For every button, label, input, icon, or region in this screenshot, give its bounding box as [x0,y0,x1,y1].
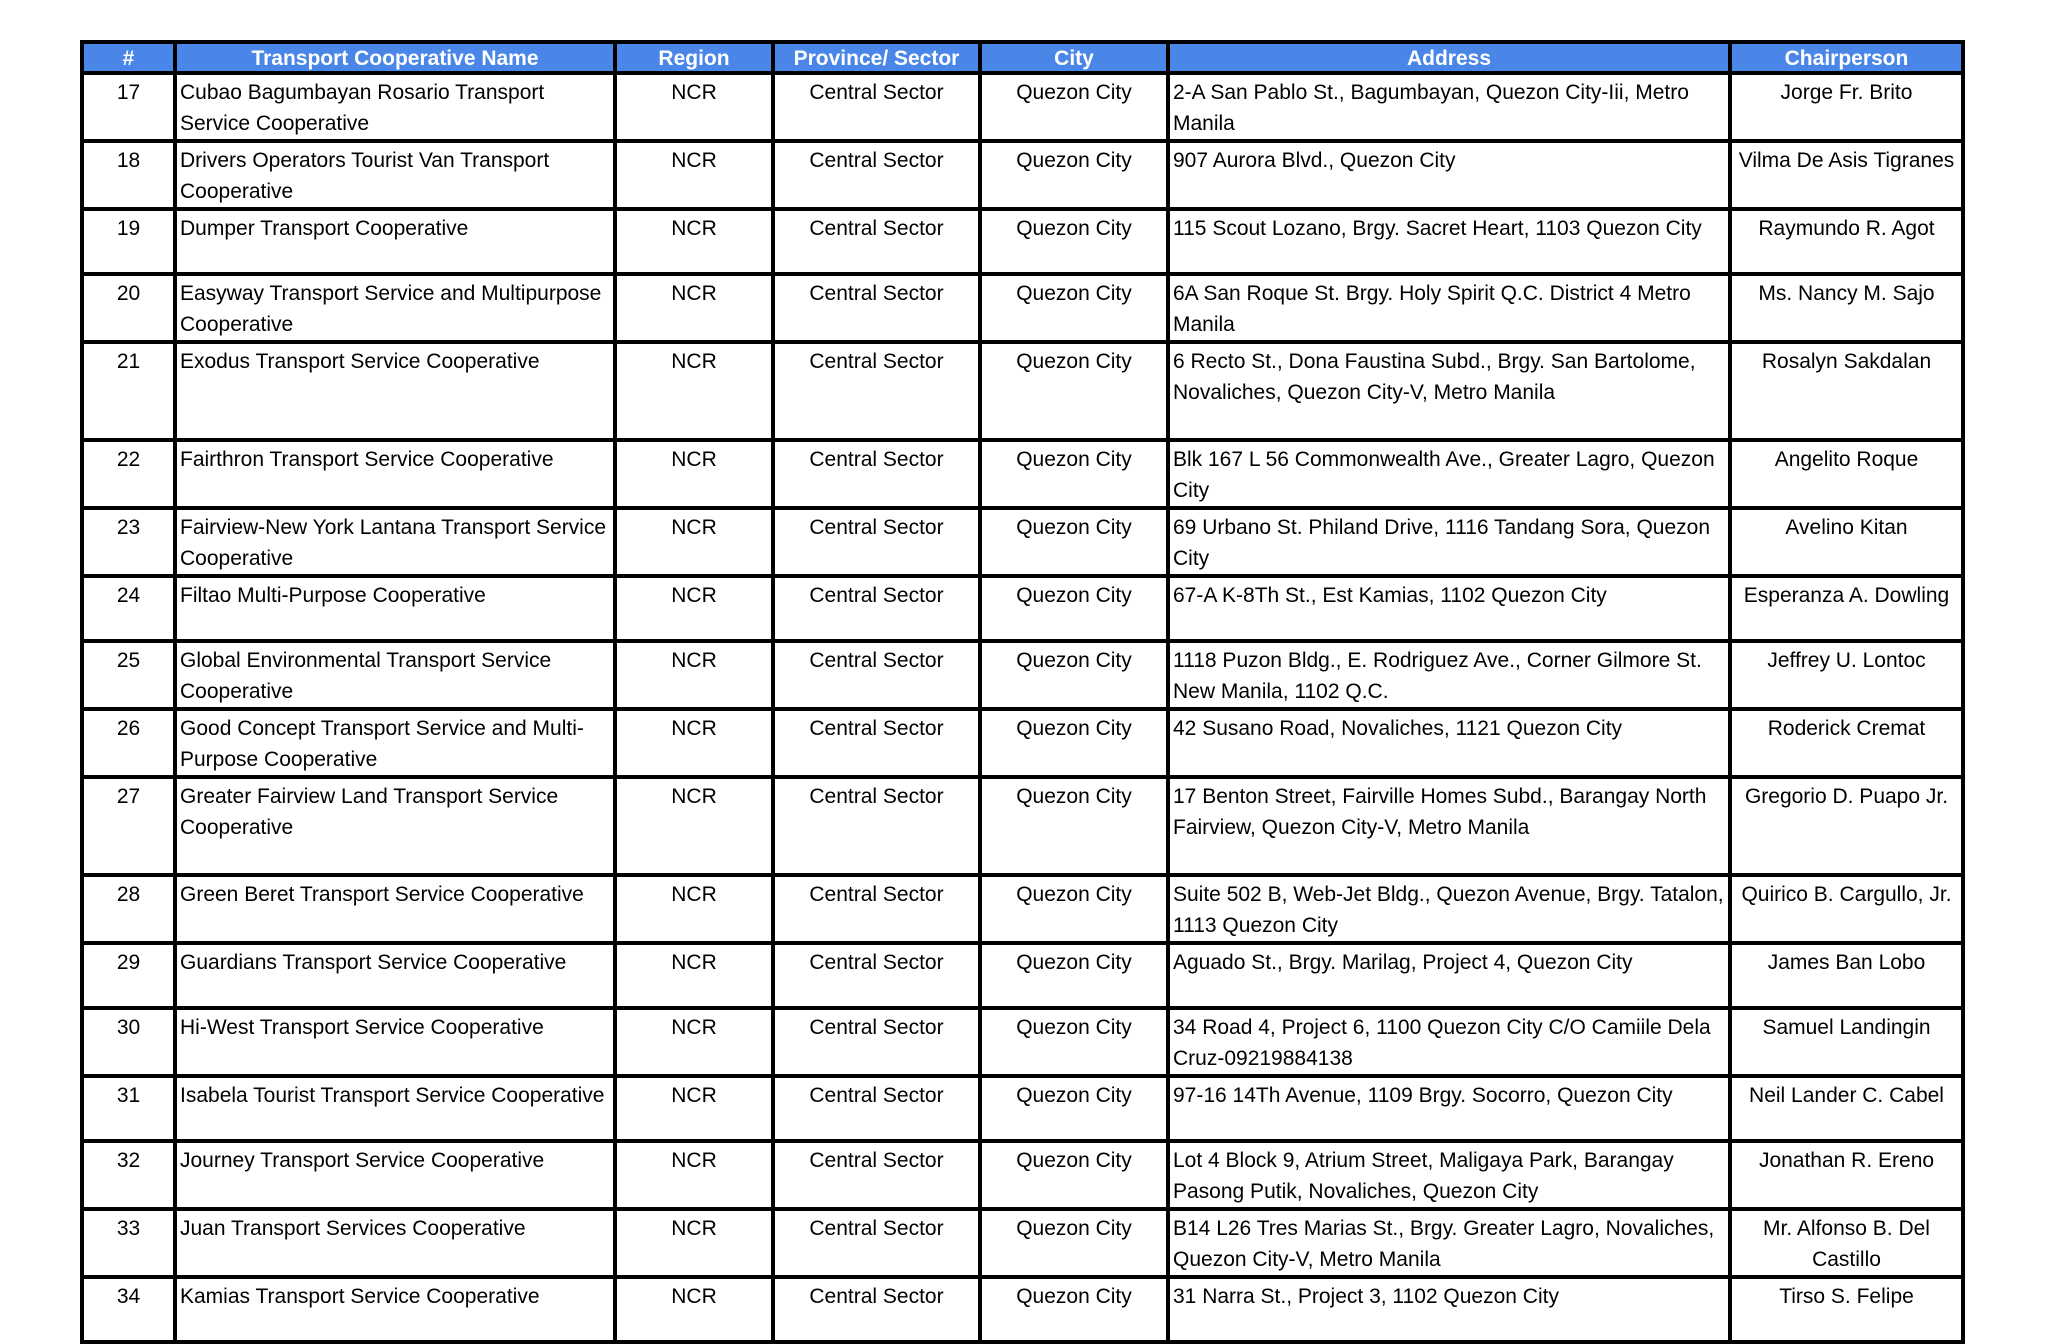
cell-province: Central Sector [773,440,980,508]
cell-name: Easyway Transport Service and Multipurpose Cooperative [175,274,615,342]
cell-chairperson: Gregorio D. Puapo Jr. [1730,777,1963,875]
table-row [82,73,1963,141]
cell-region: NCR [615,875,773,943]
cell-city: Quezon City [980,440,1168,508]
cell-region: NCR [615,73,773,141]
table-row [82,141,1963,209]
cell-city: Quezon City [980,1277,1168,1342]
cell-name: Isabela Tourist Transport Service Cooperative [175,1076,615,1141]
table-row [82,274,1963,342]
cell-address: Suite 502 B, Web-Jet Bldg., Quezon Avenue, Brgy. Tatalon, 1113 Quezon City [1168,875,1730,943]
cell-region: NCR [615,141,773,209]
table-row [82,440,1963,508]
cell-address: B14 L26 Tres Marias St., Brgy. Greater Lagro, Novaliches, Quezon City-V, Metro Manila [1168,1209,1730,1277]
cell-chairperson: Rosalyn Sakdalan [1730,342,1963,440]
cell-province: Central Sector [773,576,980,641]
header-chairperson: Chairperson [1730,42,1963,73]
cell-city: Quezon City [980,274,1168,342]
cell-name: Good Concept Transport Service and Multi-Purpose Cooperative [175,709,615,777]
cell-city: Quezon City [980,508,1168,576]
cell-num: 21 [82,342,175,440]
cell-address: 6A San Roque St. Brgy. Holy Spirit Q.C. District 4 Metro Manila [1168,274,1730,342]
cell-province: Central Sector [773,641,980,709]
cell-chairperson: Neil Lander C. Cabel [1730,1076,1963,1141]
cell-address: 42 Susano Road, Novaliches, 1121 Quezon City [1168,709,1730,777]
cell-name: Fairview-New York Lantana Transport Service Cooperative [175,508,615,576]
header-city: City [980,42,1168,73]
table-row [82,576,1963,641]
cell-city: Quezon City [980,709,1168,777]
cell-name: Drivers Operators Tourist Van Transport Cooperative [175,141,615,209]
header-region: Region [615,42,773,73]
table-row [82,508,1963,576]
header-address: Address [1168,42,1730,73]
cell-region: NCR [615,1008,773,1076]
cell-name: Guardians Transport Service Cooperative [175,943,615,1008]
table-row [82,641,1963,709]
cell-name: Exodus Transport Service Cooperative [175,342,615,440]
cell-name: Fairthron Transport Service Cooperative [175,440,615,508]
cell-address: 97-16 14Th Avenue, 1109 Brgy. Socorro, Quezon City [1168,1076,1730,1141]
cell-address: 69 Urbano St. Philand Drive, 1116 Tandang Sora, Quezon City [1168,508,1730,576]
cell-num: 22 [82,440,175,508]
cell-address: 1118 Puzon Bldg., E. Rodriguez Ave., Corner Gilmore St. New Manila, 1102 Q.C. [1168,641,1730,709]
cell-chairperson: Raymundo R. Agot [1730,209,1963,274]
cell-chairperson: Jonathan R. Ereno [1730,1141,1963,1209]
header-province: Province/ Sector [773,42,980,73]
cell-num: 23 [82,508,175,576]
cell-num: 32 [82,1141,175,1209]
table-row [82,1008,1963,1076]
cell-province: Central Sector [773,141,980,209]
cell-chairperson: Jeffrey U. Lontoc [1730,641,1963,709]
cell-region: NCR [615,943,773,1008]
cell-province: Central Sector [773,508,980,576]
cell-city: Quezon City [980,141,1168,209]
cell-city: Quezon City [980,209,1168,274]
cell-province: Central Sector [773,1076,980,1141]
cell-province: Central Sector [773,1141,980,1209]
cell-province: Central Sector [773,1008,980,1076]
cell-province: Central Sector [773,1209,980,1277]
cell-chairperson: Ms. Nancy M. Sajo [1730,274,1963,342]
cell-city: Quezon City [980,1076,1168,1141]
cell-chairperson: Roderick Cremat [1730,709,1963,777]
cell-city: Quezon City [980,1141,1168,1209]
cell-name: Cubao Bagumbayan Rosario Transport Service Cooperative [175,73,615,141]
cell-region: NCR [615,709,773,777]
cell-address: 907 Aurora Blvd., Quezon City [1168,141,1730,209]
cell-num: 25 [82,641,175,709]
header-row [82,42,1963,73]
table-row [82,709,1963,777]
cell-num: 30 [82,1008,175,1076]
cell-num: 28 [82,875,175,943]
cell-address: 17 Benton Street, Fairville Homes Subd., Barangay North Fairview, Quezon City-V, Metro Manila [1168,777,1730,875]
cell-city: Quezon City [980,1209,1168,1277]
cell-num: 27 [82,777,175,875]
cell-name: Global Environmental Transport Service Cooperative [175,641,615,709]
header-num: # [82,42,175,73]
cell-chairperson: Tirso S. Felipe [1730,1277,1963,1342]
cell-chairperson: Mr. Alfonso B. Del Castillo [1730,1209,1963,1277]
cell-chairperson: Quirico B. Cargullo, Jr. [1730,875,1963,943]
cell-city: Quezon City [980,641,1168,709]
cell-chairperson: Avelino Kitan [1730,508,1963,576]
table-row [82,1076,1963,1141]
cell-province: Central Sector [773,709,980,777]
table-row [82,1209,1963,1277]
cell-name: Greater Fairview Land Transport Service Cooperative [175,777,615,875]
cell-address: Blk 167 L 56 Commonwealth Ave., Greater Lagro, Quezon City [1168,440,1730,508]
cell-city: Quezon City [980,943,1168,1008]
cell-region: NCR [615,274,773,342]
cell-num: 33 [82,1209,175,1277]
cell-num: 19 [82,209,175,274]
cell-region: NCR [615,1141,773,1209]
cell-region: NCR [615,209,773,274]
cell-province: Central Sector [773,777,980,875]
cell-chairperson: Jorge Fr. Brito [1730,73,1963,141]
cell-province: Central Sector [773,943,980,1008]
cell-name: Green Beret Transport Service Cooperative [175,875,615,943]
cell-chairperson: Samuel Landingin [1730,1008,1963,1076]
cell-num: 18 [82,141,175,209]
cell-region: NCR [615,1076,773,1141]
cell-num: 29 [82,943,175,1008]
cell-city: Quezon City [980,875,1168,943]
cell-province: Central Sector [773,1277,980,1342]
cell-province: Central Sector [773,274,980,342]
cell-chairperson: Esperanza A. Dowling [1730,576,1963,641]
cooperative-table-page [80,40,1961,1344]
cell-region: NCR [615,1209,773,1277]
table-row [82,342,1963,440]
cell-address: 31 Narra St., Project 3, 1102 Quezon City [1168,1277,1730,1342]
cell-province: Central Sector [773,342,980,440]
table-row [82,209,1963,274]
header-name: Transport Cooperative Name [175,42,615,73]
cell-city: Quezon City [980,576,1168,641]
cell-region: NCR [615,641,773,709]
cell-address: 2-A San Pablo St., Bagumbayan, Quezon City-Iii, Metro Manila [1168,73,1730,141]
cell-chairperson: James Ban Lobo [1730,943,1963,1008]
cell-name: Juan Transport Services Cooperative [175,1209,615,1277]
cell-name: Filtao Multi-Purpose Cooperative [175,576,615,641]
cell-province: Central Sector [773,73,980,141]
cell-name: Hi-West Transport Service Cooperative [175,1008,615,1076]
cell-address: 67-A K-8Th St., Est Kamias, 1102 Quezon City [1168,576,1730,641]
cell-region: NCR [615,576,773,641]
cell-region: NCR [615,342,773,440]
cell-num: 31 [82,1076,175,1141]
table-row [82,943,1963,1008]
cell-num: 26 [82,709,175,777]
cell-city: Quezon City [980,73,1168,141]
cooperative-table [80,40,1965,1344]
cell-city: Quezon City [980,1008,1168,1076]
cell-region: NCR [615,777,773,875]
table-row [82,1141,1963,1209]
cell-province: Central Sector [773,875,980,943]
cell-address: Aguado St., Brgy. Marilag, Project 4, Quezon City [1168,943,1730,1008]
cell-address: 115 Scout Lozano, Brgy. Sacret Heart, 1103 Quezon City [1168,209,1730,274]
cell-num: 34 [82,1277,175,1342]
cell-address: Lot 4 Block 9, Atrium Street, Maligaya Park, Barangay Pasong Putik, Novaliches, Quezon City [1168,1141,1730,1209]
cell-name: Journey Transport Service Cooperative [175,1141,615,1209]
cell-num: 20 [82,274,175,342]
table-row [82,875,1963,943]
cell-city: Quezon City [980,342,1168,440]
cell-city: Quezon City [980,777,1168,875]
cell-name: Kamias Transport Service Cooperative [175,1277,615,1342]
cell-name: Dumper Transport Cooperative [175,209,615,274]
cell-chairperson: Vilma De Asis Tigranes [1730,141,1963,209]
table-row [82,1277,1963,1342]
cell-region: NCR [615,440,773,508]
cell-num: 24 [82,576,175,641]
cell-region: NCR [615,1277,773,1342]
cell-region: NCR [615,508,773,576]
table-row [82,777,1963,875]
cell-address: 34 Road 4, Project 6, 1100 Quezon City C/O Camiile Dela Cruz-09219884138 [1168,1008,1730,1076]
cell-address: 6 Recto St., Dona Faustina Subd., Brgy. San Bartolome, Novaliches, Quezon City-V, Metro Manila [1168,342,1730,440]
cell-chairperson: Angelito Roque [1730,440,1963,508]
cell-num: 17 [82,73,175,141]
cell-province: Central Sector [773,209,980,274]
